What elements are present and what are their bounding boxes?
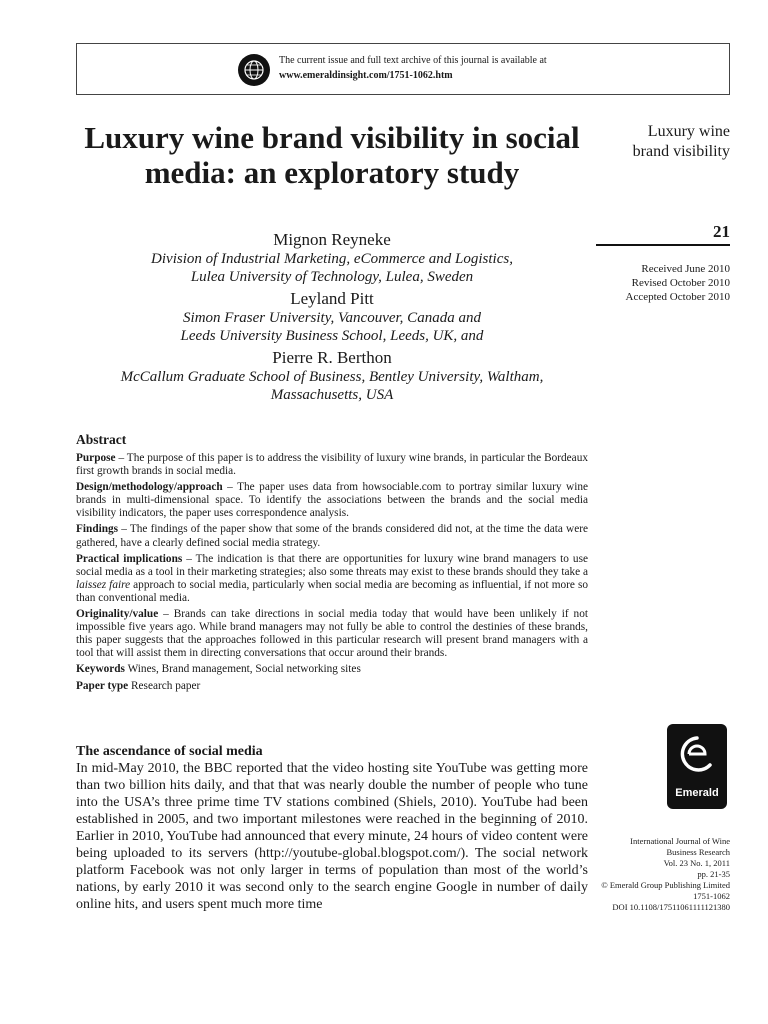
body-section	[76, 744, 588, 913]
purpose-label: Purpose	[76, 452, 116, 464]
section-heading: The ascendance of social media	[76, 744, 263, 759]
running-head-line: brand visibility	[632, 143, 730, 160]
section-body: In mid-May 2010, the BBC reported that the video hosting site YouTube was getting more than two billion hits daily, and that that was nearly double the number of people who tune into the USA’s three prime time TV stations combined (Shiels, 2010). YouTube had been established in 2005, and two important milestones were reached in the beginning of 2010. Earlier in 2010, YouTube had announced that every minute, 24 hours of video content were being uploaded to its servers (http://youtube-global.blogspot.com/). The social network platform Facebook was not only larger in terms of population than most of the world’s nations, by early 2010 it was second only to the search engine Google in number of daily online hits, and users spent much more time	[76, 761, 588, 912]
author-name: Pierre R. Berthon	[272, 348, 392, 367]
author-name: Leyland Pitt	[290, 289, 374, 308]
journal-pages: pp. 21-35	[697, 869, 730, 879]
originality-text: – Brands can take directions in social media today that would have been unlikely if not impossible five years ago. While brand managers may not fully be able to control the destinies of these brands, this paper suggests that the approaches followed in this particular research will present brand managers with a tool that will assist them in directing conversations that occur around their brands.	[76, 608, 588, 660]
banner-line: The current issue and full text archive of this journal is available at	[279, 55, 547, 66]
abstract-heading: Abstract	[76, 432, 127, 447]
journal-copyright: © Emerald Group Publishing Limited	[601, 880, 730, 890]
emerald-logo-icon	[677, 732, 717, 782]
abstract-implications	[76, 553, 588, 605]
abstract-purpose	[76, 452, 588, 478]
logo-text: Emerald	[675, 787, 719, 799]
paper-title: Luxury wine brand visibility in social media: an exploratory study	[84, 120, 580, 190]
journal-issn: 1751-1062	[693, 891, 730, 901]
banner-text	[279, 53, 547, 83]
findings-label: Findings	[76, 523, 119, 536]
originality-label: Originality/value	[76, 608, 159, 621]
abstract-originality	[76, 608, 588, 660]
page-number: 21	[713, 222, 730, 241]
abstract-design	[76, 481, 588, 520]
journal-name-cont: Business Research	[666, 847, 730, 857]
sidebar-rule	[596, 244, 730, 246]
author-affiliation: Leeds University Business School, Leeds, UK, and	[180, 328, 484, 344]
author-affiliation: Massachusetts, USA	[270, 387, 394, 403]
author-block	[76, 230, 588, 286]
accepted-date: Accepted October 2010	[625, 291, 730, 303]
journal-name: International Journal of Wine	[630, 836, 730, 846]
abstract-findings	[76, 523, 588, 549]
author-name: Mignon Reyneke	[273, 230, 391, 249]
keywords-text: Wines, Brand management, Social networking sites	[124, 663, 361, 676]
globe-icon	[237, 53, 271, 87]
findings-text: – The findings of the paper show that some of the brands considered did not, at the time the data were gathered, have a clearly defined social media strategy.	[76, 523, 588, 549]
author-block	[76, 289, 588, 345]
implications-label: Practical implications	[76, 552, 183, 565]
journal-volume: Vol. 23 No. 1, 2011	[663, 858, 730, 868]
availability-banner	[76, 43, 730, 95]
journal-url-link[interactable]: www.emeraldinsight.com/1751-1062.htm	[279, 70, 453, 81]
author-affiliation: McCallum Graduate School of Business, Bentley University, Waltham,	[120, 369, 544, 385]
revised-date: Revised October 2010	[631, 277, 730, 289]
journal-doi: DOI 10.1108/17511061111121380	[612, 902, 730, 912]
author-list	[76, 230, 588, 407]
running-head-line: Luxury wine	[647, 123, 730, 140]
design-label: Design/methodology/approach	[76, 481, 223, 494]
author-affiliation: Simon Fraser University, Vancouver, Canada and	[183, 310, 481, 326]
abstract-papertype	[76, 680, 588, 693]
keywords-label: Keywords	[76, 663, 125, 676]
author-affiliation: Lulea University of Technology, Lulea, Sweden	[190, 269, 474, 285]
received-date: Received June 2010	[641, 263, 730, 275]
implications-text: – The indication is that there are opportunities for luxury wine brand managers to use social media as a tool in their marketing strategies; also some threats may exist to these brands should they take a	[76, 552, 588, 578]
implications-text-cont: approach to social media, particularly when social media are becoming as influential, if not more so than conventional media.	[76, 578, 589, 604]
author-affiliation: Division of Industrial Marketing, eCommerce and Logistics,	[151, 251, 513, 267]
running-head	[596, 122, 730, 162]
purpose-text: – The purpose of this paper is to address the visibility of luxury wine brands, in particular the Bordeaux first growth brands in social media.	[76, 452, 588, 478]
abstract-keywords	[76, 663, 588, 676]
papertype-text: Research paper	[128, 679, 201, 692]
papertype-label: Paper type	[76, 679, 129, 692]
implications-italic: laissez faire	[76, 578, 131, 591]
design-text: – The paper uses data from howsociable.com to portray similar luxury wine brands in multi-dimensional space. To identify the associations between the brands and the social media visibility indicators, the paper uses correspondence analysis.	[76, 481, 588, 520]
submission-dates	[596, 262, 730, 304]
author-block	[76, 348, 588, 404]
journal-info	[596, 836, 730, 913]
abstract	[76, 432, 588, 696]
emerald-logo	[667, 724, 727, 809]
